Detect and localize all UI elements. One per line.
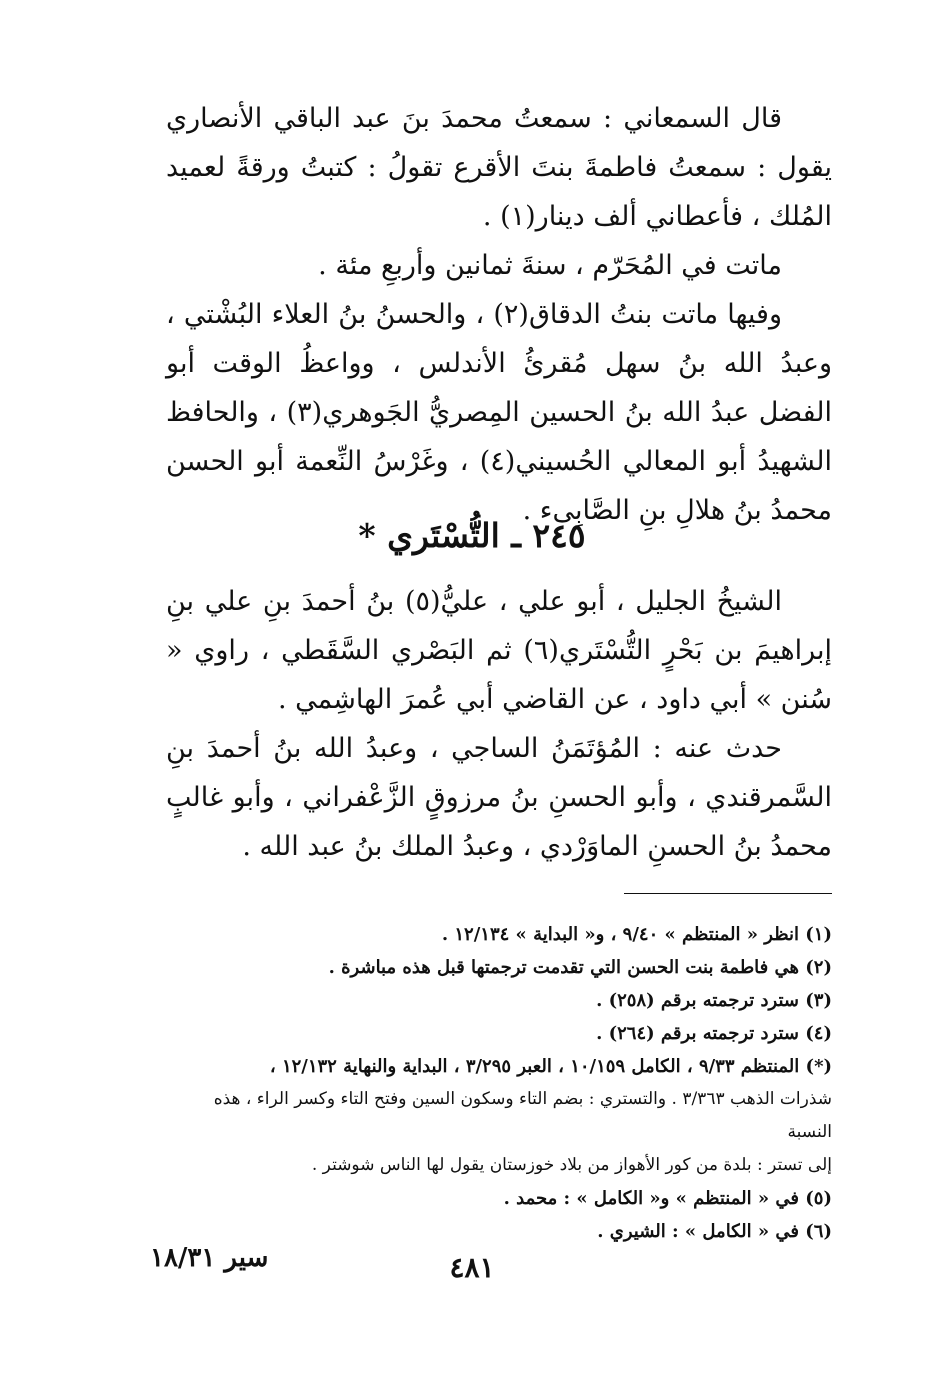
footnote-5: (٥) في « المنتظم » و« الكامل » : محمد . (503, 1188, 832, 1209)
bottom-text (166, 577, 832, 871)
footnote-star-continued: شذرات الذهب ٣/٣٦٣ . والتستري : بضم التاء وسكون السين وفتح التاء وكسر الراء ، هذه النسبة (213, 1089, 832, 1142)
top-text (166, 94, 832, 535)
paragraph-deaths-that-year: وفيها ماتت بنتُ الدقاق(٢) ، والحسنُ بنُ العلاء البُشْتي ، وعبدُ الله بنُ سهل مُقرئُ الأندلس ، وواعظُ الوقت أبو الفضل عبدُ الله بنُ الحسين المِصريُّ الجَوهري(٣) ، والحافظ الشهيدُ أبو المعالي الحُسيني(٤) ، وغَرْسُ النِّعمة أبو الحسن محمدُ بنُ هلالِ بنِ الصَّابِىء . (166, 299, 832, 526)
footnote-2: (٢) هي فاطمة بنت الحسن التي تقدمت ترجمتها قبل هذه مباشرة . (328, 957, 832, 978)
footnote-3: (٣) سترد ترجمته برقم (٢٥٨) . (596, 990, 832, 1011)
footnote-separator (624, 893, 832, 894)
paragraph-samani-quote: قال السمعاني : سمعتُ محمدَ بنَ عبد الباقي الأنصاري يقول : سمعتُ فاطمةَ بنتَ الأقرع تقولُ : كتبتُ ورقةً لعميد المُلك ، فأعطاني ألف دينار(١) . (166, 103, 832, 232)
footnotes (166, 918, 832, 1248)
footnote-1: (١) انظر « المنتظم » ٩/٤٠ ، و« البداية » ١٢/١٣٤ . (441, 924, 832, 945)
paragraph-narrators: حدث عنه : المُؤتَمَنُ الساجي ، وعبدُ الله بنُ أحمدَ بنِ السَّمرقندي ، وأبو الحسنِ بنُ مرزوقٍ الزَّعْفراني ، وأبو غالبٍ محمدُ بنُ الحسنِ الماوَرْدي ، وعبدُ الملك بنُ عبد الله . (166, 733, 832, 862)
footnote-6: (٦) في « الكامل » : الشيري . (597, 1221, 832, 1242)
footnote-star: (*) المنتظم ٩/٣٣ ، الكامل ١٠/١٥٩ ، العبر ٣/٢٩٥ ، البداية والنهاية ١٢/١٣٢ ، (269, 1056, 832, 1077)
signature-mark: سير ١٨/٣١ (150, 1243, 269, 1273)
footnote-4: (٤) سترد ترجمته برقم (٢٦٤) . (596, 1023, 832, 1044)
page-number: ٤٨١ (449, 1251, 495, 1284)
paragraph-death-date: ماتت في المُحَرّم ، سنةَ ثمانين وأربعِ مئة . (318, 250, 782, 281)
paragraph-biography: الشيخُ الجليل ، أبو علي ، عليُّ(٥) بنُ أحمدَ بنِ علي بنِ إبراهيمَ بن بَحْرٍ التُّسْتَري(٦) ثم البَصْري السَّقَطي ، راوي « سُنن » أبي داود ، عن القاضي أبي عُمرَ الهاشِمي . (166, 586, 832, 715)
footnote-star-continued-2: إلى تستر : بلدة من كور الأهواز من بلاد خوزستان يقول لها الناس شوشتر . (311, 1155, 832, 1175)
entry-heading: ٢٤٥ ـ التُّسْتَري * (358, 516, 586, 555)
